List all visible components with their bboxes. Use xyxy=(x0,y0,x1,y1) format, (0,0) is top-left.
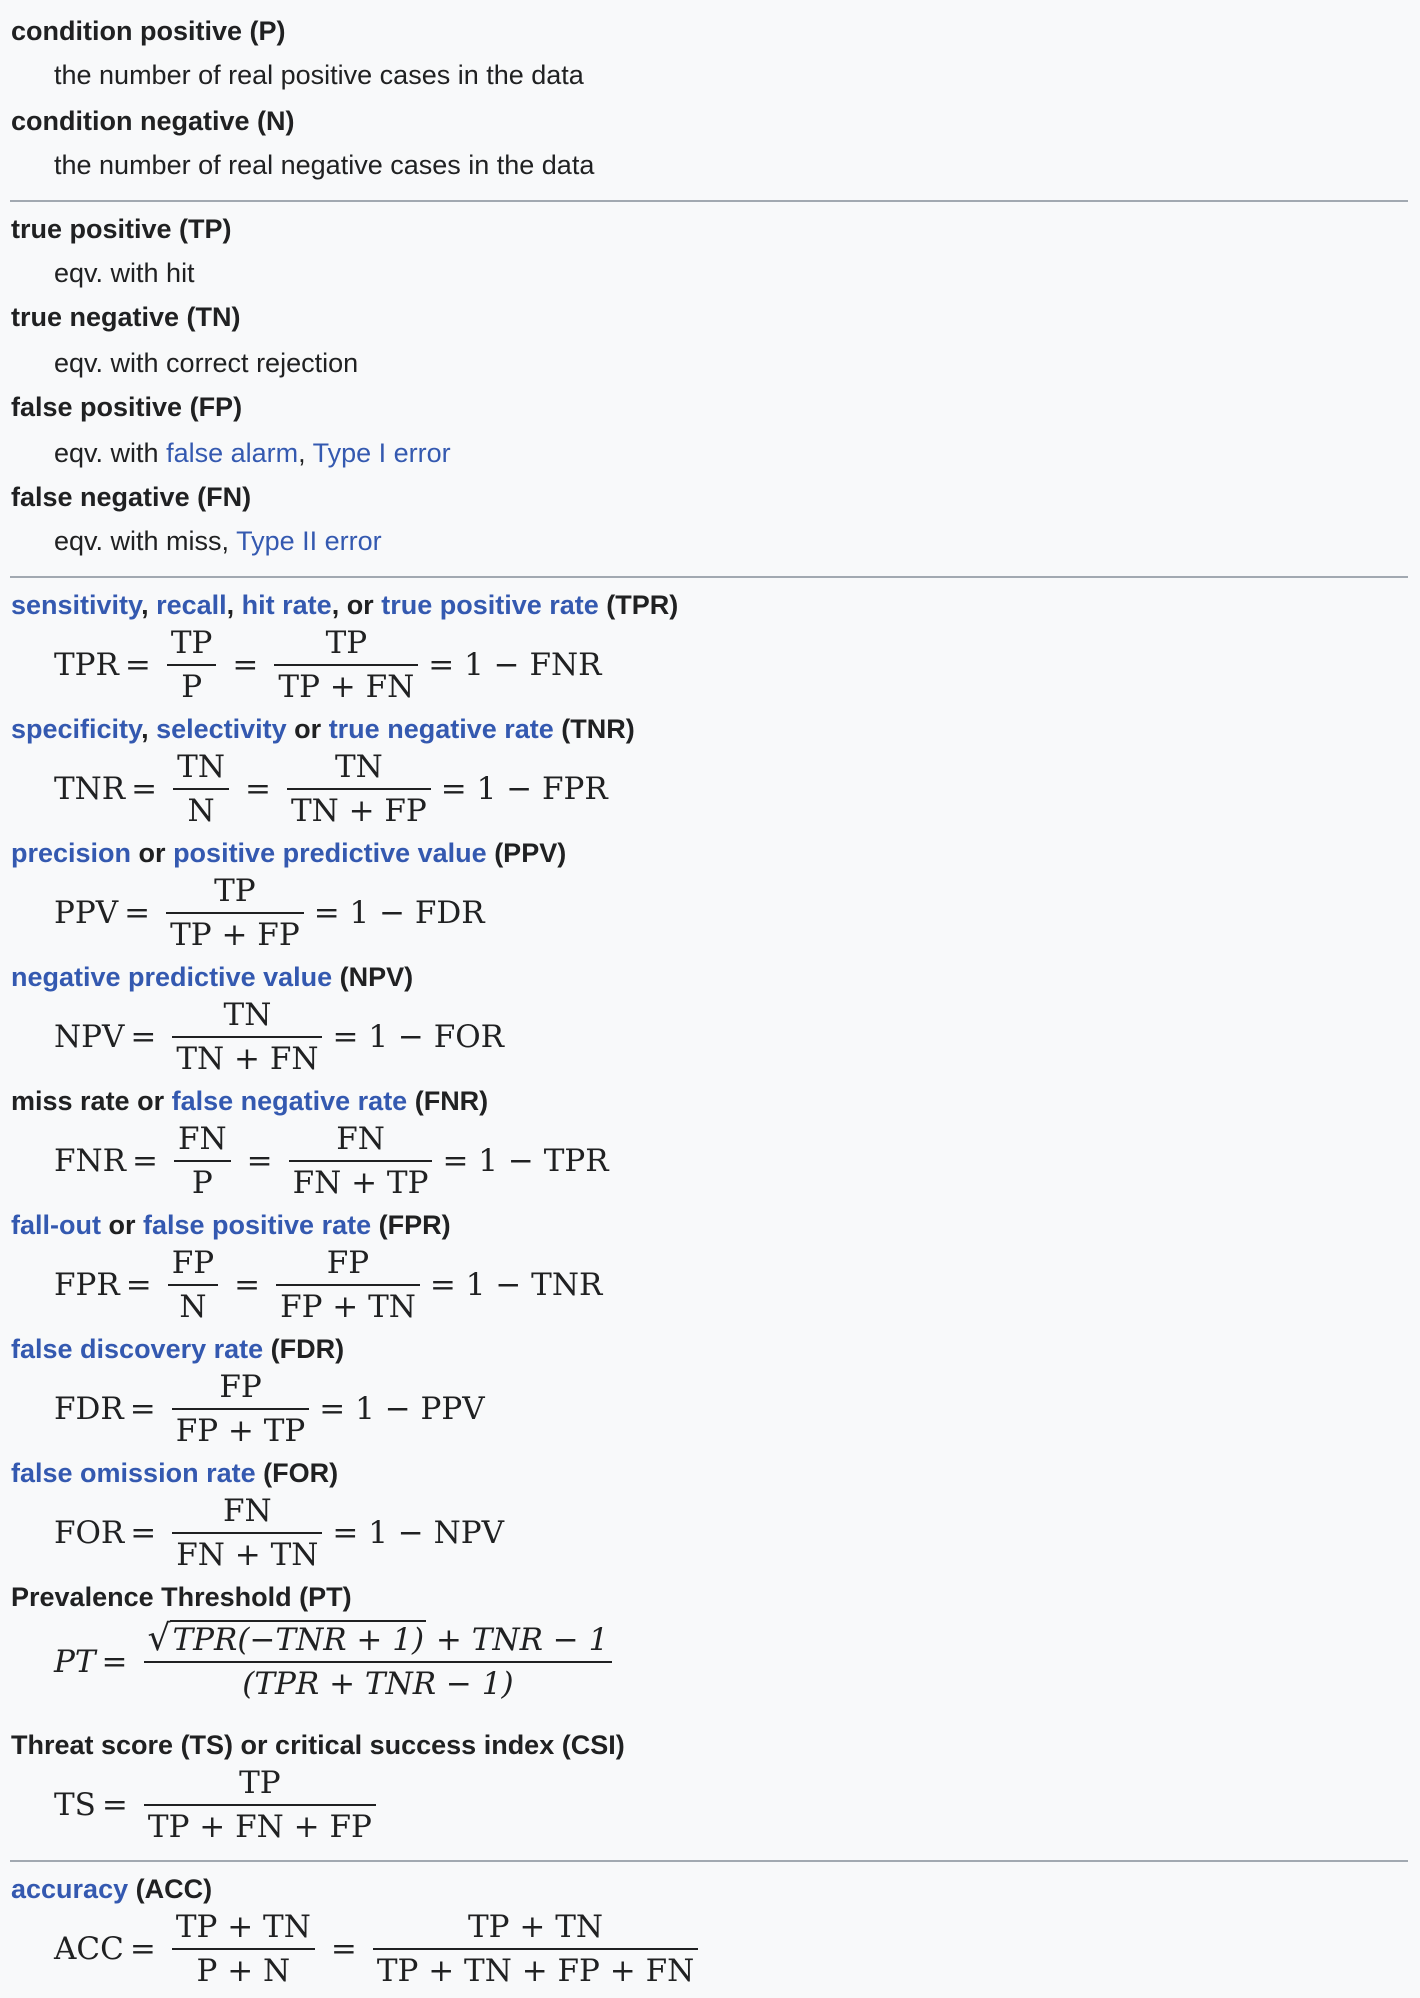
link-specificity[interactable]: specificity xyxy=(11,714,142,744)
fraction xyxy=(168,1244,218,1326)
equals-sign: = xyxy=(330,1931,357,1967)
link-false-negative-rate[interactable]: false negative rate xyxy=(171,1086,408,1116)
fraction xyxy=(174,1120,231,1202)
equals-sign: = xyxy=(244,771,271,807)
numerator: FP xyxy=(326,1245,370,1281)
numerator: TP + TN xyxy=(468,1909,604,1945)
formula-lhs: ACC xyxy=(54,1931,124,1967)
fraction xyxy=(172,1908,315,1990)
numerator: FN xyxy=(336,1121,385,1157)
denominator: P + N xyxy=(196,1953,291,1989)
fraction xyxy=(373,1908,698,1990)
formula-acc xyxy=(54,1908,708,1990)
term-for xyxy=(11,1456,338,1490)
equals-sign: = xyxy=(129,1391,156,1427)
formula-rhs: = 1 − FNR xyxy=(428,647,602,683)
equals-sign: = xyxy=(131,1143,158,1179)
term-fpr xyxy=(11,1208,451,1242)
abbreviation: (FOR) xyxy=(255,1458,339,1488)
fraction xyxy=(144,1620,613,1703)
abbreviation: (ACC) xyxy=(128,1874,213,1904)
desc-false-positive xyxy=(54,436,451,470)
denominator: FN + TN xyxy=(176,1537,319,1573)
term-ppv xyxy=(11,836,566,870)
link-false-positive-rate[interactable]: false positive rate xyxy=(143,1210,372,1240)
desc-prefix: eqv. with xyxy=(54,438,167,468)
formula-rhs: = 1 − TPR xyxy=(442,1143,609,1179)
divider xyxy=(10,1860,1408,1862)
formula-rhs: = 1 − FDR xyxy=(313,895,485,931)
equals-sign: = xyxy=(129,1931,156,1967)
fraction xyxy=(172,996,322,1078)
fraction xyxy=(274,624,418,706)
formula-ts xyxy=(54,1764,386,1846)
term-npv xyxy=(11,960,413,994)
desc-false-negative xyxy=(54,524,382,558)
separator: , xyxy=(141,714,157,744)
denominator: TP + FP xyxy=(170,917,300,953)
separator: or xyxy=(286,714,329,744)
abbreviation: (FNR) xyxy=(407,1086,489,1116)
formula-rhs: = 1 − TNR xyxy=(429,1267,603,1303)
numerator xyxy=(144,1620,613,1661)
square-root xyxy=(148,1620,427,1658)
formula-rhs: = 1 − FPR xyxy=(440,771,608,807)
equals-sign: = xyxy=(101,1787,128,1823)
term-accuracy xyxy=(11,1872,212,1906)
equals-sign: = xyxy=(130,1515,157,1551)
numerator: FP xyxy=(219,1369,262,1405)
separator: , xyxy=(226,590,242,620)
denominator: N xyxy=(179,1289,207,1325)
link-recall[interactable]: recall xyxy=(156,590,227,620)
abbreviation: (FPR) xyxy=(371,1210,451,1240)
denominator: N xyxy=(187,793,215,829)
term-prevalence-threshold: Prevalence Threshold (PT) xyxy=(11,1582,352,1612)
formula-lhs: FNR xyxy=(54,1143,126,1179)
formula-fpr xyxy=(54,1244,602,1326)
fraction xyxy=(276,1244,420,1326)
numerator: TN xyxy=(223,997,272,1033)
denominator: FN + TP xyxy=(292,1165,429,1201)
equals-sign: = xyxy=(124,895,151,931)
desc-true-negative: eqv. with correct rejection xyxy=(54,348,359,378)
denominator: TN + FN xyxy=(176,1041,319,1077)
separator: , xyxy=(298,438,313,468)
formula-lhs: FDR xyxy=(54,1391,124,1427)
equals-sign: = xyxy=(131,771,158,807)
formula-lhs: TPR xyxy=(54,647,119,683)
denominator: (TPR + TNR − 1) xyxy=(242,1666,514,1702)
numerator-rest: + TNR − 1 xyxy=(426,1622,609,1658)
fraction xyxy=(287,748,431,830)
term-fdr xyxy=(11,1332,344,1366)
link-accuracy[interactable]: accuracy xyxy=(11,1874,129,1904)
abbreviation: (FDR) xyxy=(263,1334,345,1364)
desc-prefix: eqv. with miss, xyxy=(54,526,237,556)
term-threat-score: Threat score (TS) or critical success index (CSI) xyxy=(11,1730,625,1760)
formula-lhs: PPV xyxy=(54,895,119,931)
term-false-negative: false negative (FN) xyxy=(11,482,252,512)
fraction xyxy=(172,1368,310,1450)
desc-true-positive: eqv. with hit xyxy=(54,258,195,288)
denominator: FP + TN xyxy=(280,1289,416,1325)
formula-fnr xyxy=(54,1120,609,1202)
link-true-negative-rate[interactable]: true negative rate xyxy=(328,714,554,744)
link-hit-rate[interactable]: hit rate xyxy=(241,590,332,620)
equals-sign: = xyxy=(124,647,151,683)
numerator: FN xyxy=(177,1121,227,1157)
formula-lhs: TS xyxy=(54,1787,96,1823)
link-false-alarm[interactable]: false alarm xyxy=(166,438,299,468)
numerator: TP xyxy=(214,873,256,909)
equals-sign: = xyxy=(130,1019,157,1055)
separator: , or xyxy=(331,590,382,620)
separator: or xyxy=(100,1210,143,1240)
abbreviation: (TPR) xyxy=(598,590,679,620)
fraction xyxy=(289,1120,433,1202)
numerator: TP xyxy=(239,1765,281,1801)
formula-tpr xyxy=(54,624,601,706)
formula-lhs: FOR xyxy=(54,1515,125,1551)
denominator: TP + FN + FP xyxy=(147,1809,372,1845)
abbreviation: (TNR) xyxy=(553,714,635,744)
divider xyxy=(10,576,1408,578)
formula-pt xyxy=(54,1620,622,1703)
term-tpr xyxy=(11,588,678,622)
formula-for xyxy=(54,1492,504,1574)
numerator: TN xyxy=(334,749,383,785)
equals-sign: = xyxy=(125,1267,152,1303)
link-type-i-error[interactable]: Type I error xyxy=(312,438,451,468)
link-precision[interactable]: precision xyxy=(11,838,132,868)
fraction xyxy=(166,872,304,954)
numerator: TP xyxy=(170,625,213,661)
equals-sign: = xyxy=(234,1267,261,1303)
formula-fdr xyxy=(54,1368,485,1450)
term-true-negative: true negative (TN) xyxy=(11,302,241,332)
separator: or xyxy=(131,838,174,868)
equals-sign: = xyxy=(101,1643,128,1680)
divider xyxy=(10,200,1408,202)
fraction xyxy=(172,1492,322,1574)
formula-rhs: = 1 − FOR xyxy=(332,1019,504,1055)
link-sensitivity[interactable]: sensitivity xyxy=(11,590,142,620)
numerator: TN xyxy=(177,749,225,785)
numerator: TP + TN xyxy=(175,1909,311,1945)
term-fnr xyxy=(11,1084,488,1118)
numerator: FN xyxy=(222,1493,272,1529)
link-true-positive-rate[interactable]: true positive rate xyxy=(381,590,599,620)
link-false-omission-rate[interactable]: false omission rate xyxy=(11,1458,256,1488)
abbreviation: (PPV) xyxy=(486,838,567,868)
formula-ppv xyxy=(54,872,485,954)
fraction xyxy=(167,624,217,706)
equals-sign: = xyxy=(246,1143,273,1179)
link-fall-out[interactable]: fall-out xyxy=(11,1210,101,1240)
radicand: TPR(−TNR + 1) xyxy=(172,1622,425,1658)
formula-lhs: NPV xyxy=(54,1019,125,1055)
term-condition-positive: condition positive (P) xyxy=(11,16,286,46)
term-tnr xyxy=(11,712,635,746)
term-condition-negative: condition negative (N) xyxy=(11,106,295,136)
term-prefix: miss rate or xyxy=(11,1086,172,1116)
link-positive-predictive-value[interactable]: positive predictive value xyxy=(173,838,487,868)
desc-condition-negative: the number of real negative cases in the data xyxy=(54,150,595,180)
formula-rhs: = 1 − PPV xyxy=(319,1391,485,1427)
term-false-positive: false positive (FP) xyxy=(11,392,243,422)
link-negative-predictive-value[interactable]: negative predictive value xyxy=(11,962,333,992)
numerator: TP xyxy=(325,625,368,661)
denominator: P xyxy=(181,669,203,705)
fraction xyxy=(144,1764,376,1846)
denominator: TP + TN + FP + FN xyxy=(376,1953,695,1989)
denominator: P xyxy=(191,1165,213,1201)
numerator: FP xyxy=(171,1245,215,1281)
formula-tnr xyxy=(54,748,608,830)
abbreviation: (NPV) xyxy=(332,962,414,992)
formula-npv xyxy=(54,996,504,1078)
formula-rhs: = 1 − NPV xyxy=(332,1515,504,1551)
link-selectivity[interactable]: selectivity xyxy=(156,714,287,744)
desc-condition-positive: the number of real positive cases in the data xyxy=(54,60,584,90)
denominator: TN + FP xyxy=(290,793,427,829)
denominator: TP + FN xyxy=(278,669,415,705)
equals-sign: = xyxy=(232,647,259,683)
link-false-discovery-rate[interactable]: false discovery rate xyxy=(11,1334,264,1364)
formula-lhs: PT xyxy=(54,1643,96,1680)
link-type-ii-error[interactable]: Type II error xyxy=(236,526,382,556)
term-true-positive: true positive (TP) xyxy=(11,214,232,244)
separator: , xyxy=(141,590,157,620)
fraction xyxy=(173,748,229,830)
denominator: FP + TP xyxy=(175,1413,306,1449)
formula-lhs: TNR xyxy=(54,771,126,807)
radical-sign: √ xyxy=(147,1618,171,1659)
formula-lhs: FPR xyxy=(54,1267,120,1303)
